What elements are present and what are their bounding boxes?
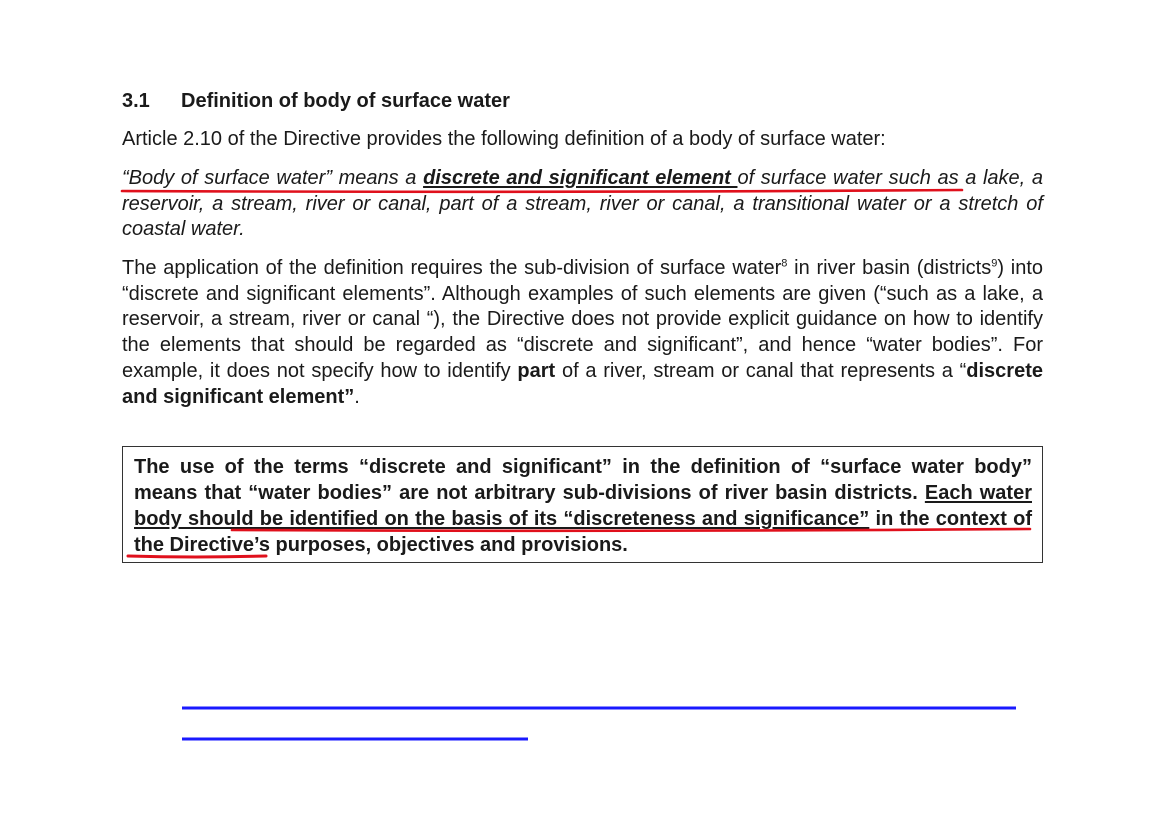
key-statement-text <box>134 454 1032 558</box>
box-lead: The use of the terms “discrete and significant” in the definition of “surface water body” means that “water bodies” are not arbitrary sub-divisions of river basin districts. <box>134 456 1032 504</box>
section-number: 3.1 <box>122 90 150 112</box>
para-text-2: in river basin (districts <box>787 257 992 279</box>
para-text-1: The application of the definition requires the sub-division of surface water <box>122 257 782 279</box>
intro-sentence: Article 2.10 of the Directive provides the following definition of a body of surface water: <box>122 128 886 150</box>
quote-before: “Body of surface water” means a <box>122 167 424 189</box>
para-text-4: of a river, stream or canal that represents a “ <box>555 359 967 382</box>
para-bold-part: part <box>517 359 556 382</box>
para-text-3: ) into “discrete and significant elements”. Although examples of such elements are given (“such as a lake, a reservoir, a stream, river or canal “), the Directive does not provide explicit guidance on how to identify the elements that should be regarded as “discrete and significant”, and hence “water bodies”. For example, it does not specify how to identify <box>122 257 1044 382</box>
box-tail: in the context of the Directive’s purposes, objectives and provisions. <box>134 508 1032 556</box>
box-underlined: Each water body should be identified on the basis of its “discreteness and significance” <box>134 482 1032 530</box>
quote-emphasis: discrete and significant element <box>423 167 738 189</box>
para-text-5: . <box>354 385 360 408</box>
section-heading <box>122 90 510 113</box>
footnote-ref-8[interactable]: 8 <box>781 257 788 270</box>
section-title: Definition of body of surface water <box>181 90 510 112</box>
para-bold-element: discrete and significant element” <box>122 359 1043 408</box>
key-statement-box <box>122 446 1043 563</box>
quote-after: of surface water such as a lake, a reservoir, a stream, river or canal, part of a stream, river or canal, a transitional water or a stretch of coastal water. <box>122 167 1043 240</box>
body-paragraph <box>122 256 1043 410</box>
definition-quote <box>122 166 1043 243</box>
footnote-ref-9[interactable]: 9 <box>991 257 998 270</box>
